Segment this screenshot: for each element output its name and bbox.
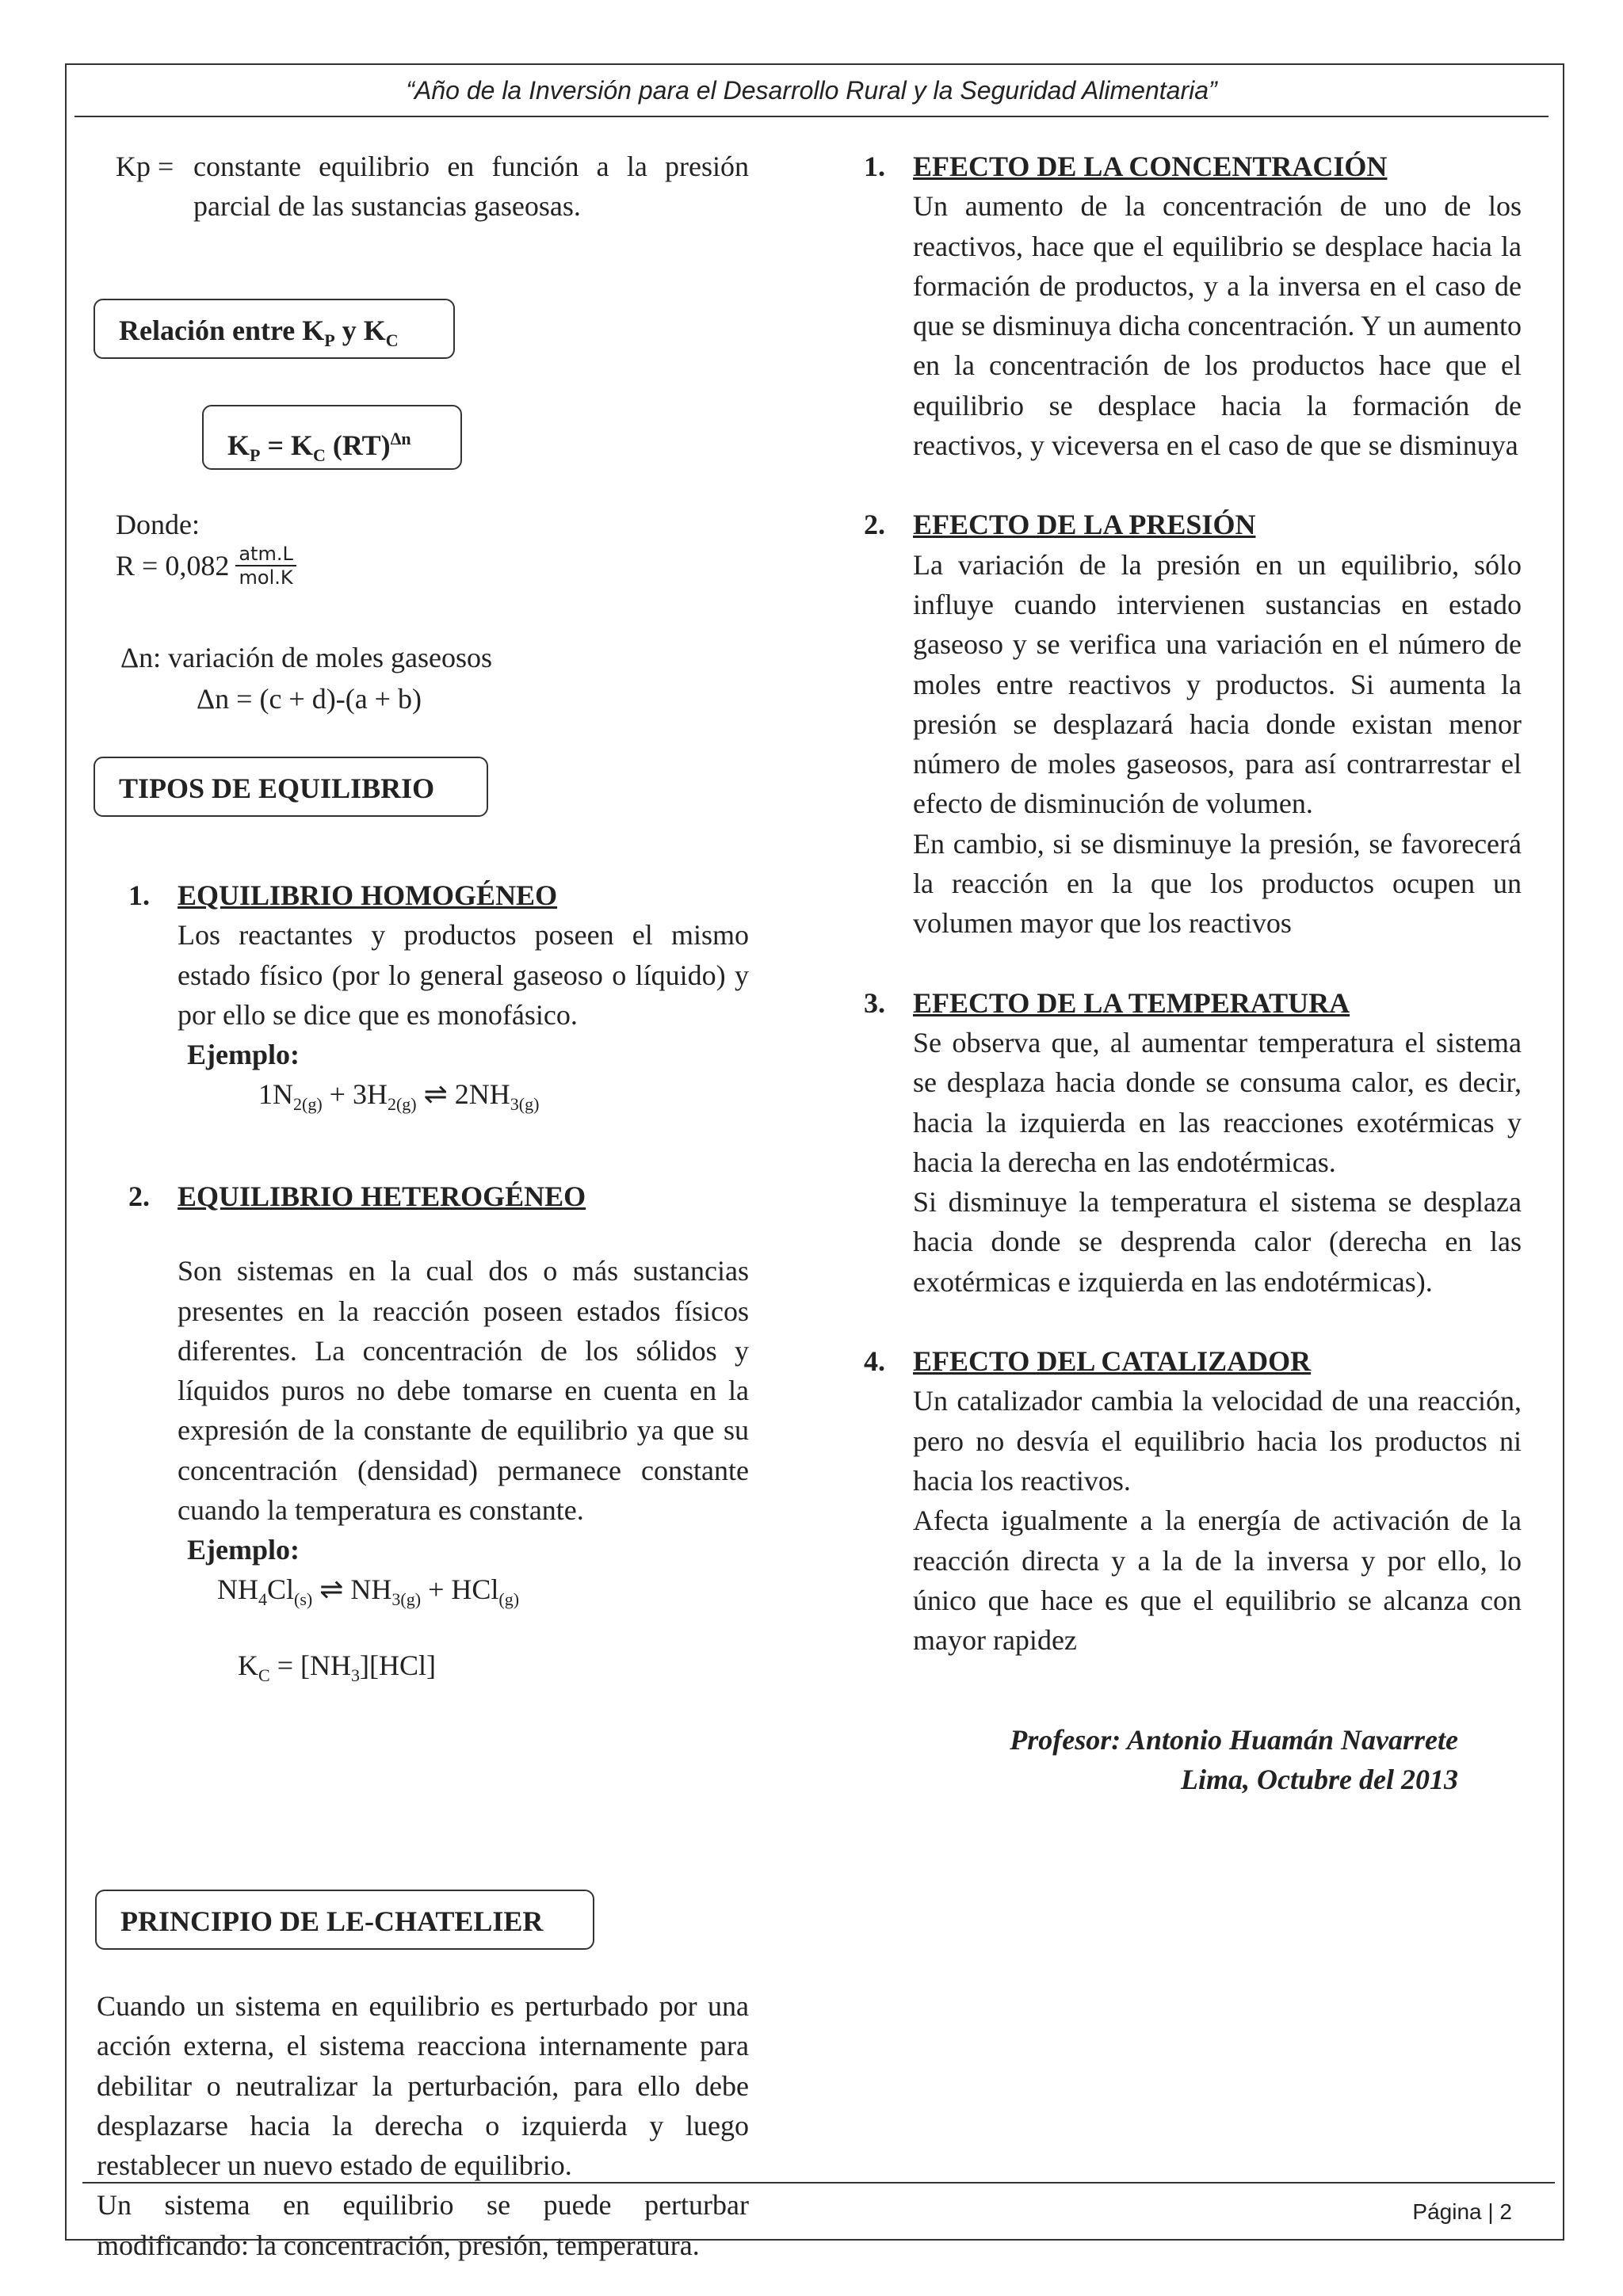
kp-def-line1: constante equilibrio en función a la presión [193, 151, 749, 182]
homogeneo-ejemplo: Ejemplo: [187, 1039, 300, 1071]
tipos-box: TIPOS DE EQUILIBRIO [94, 757, 488, 817]
donde-label: Donde: [116, 509, 200, 540]
effect-2-text-2: En cambio, si se disminuye la presión, se favorecerá la reacción en la que los productos ocupen un volumen mayor que los reactivos [913, 827, 1522, 940]
relation-box: Relación entre $K_P$ y $K_C$ [94, 299, 455, 359]
kp-definition [95, 147, 749, 227]
kp-label: Kp = [116, 151, 174, 182]
header-title: “Año de la Inversión para el Desarrollo Rural y la Seguridad Alimentaria” [406, 76, 1217, 105]
effect-4: 4. EFECTO DEL CATALIZADOR Un catalizador cambia la velocidad de una reacción, pero no desvía el equilibrio hacia los productos ni hacia los reactivos. Afecta igualmente a la energía de activación de la reacción directa y a la de la inversa y por ello, lo único que hace es que el equilibrio se alcanza con mayor rapidez [864, 1341, 1522, 1660]
effect-3-text-2: Si disminuye la temperatura el sistema se desplaza hacia donde se desprenda calor (derecha en las exotérmicas e izquierda en las endotérmicas). [913, 1186, 1522, 1298]
heterogeneo-equation: $NH_4Cl_{(s)}$ ⇌ $NH_{3(g)} + HCl_{(g)}$ [217, 1573, 520, 1610]
effect-4-text-2: Afecta igualmente a la energía de activación de la reacción directa y a la de la inversa y por ello, lo único que hace es que el equilibrio se alcanza con mayor rapidez [913, 1505, 1522, 1657]
header-rule [74, 116, 1549, 117]
effect-2: 2. EFECTO DE LA PRESIÓN La variación de la presión en un equilibrio, sólo influye cuando intervienen sustancias en estado gaseoso y se verifica una variación en el número de moles entre reactivos y productos. Si aumenta la presión se desplazará hacia donde existan menor número de moles gaseosos, para así contrarrestar el efecto de disminución de volumen. En cambio, si se disminuye la presión, se favorecerá la reacción en la que los productos ocupen un volumen mayor que los reactivos [864, 505, 1522, 943]
signature-date: Lima, Octubre del 2013 [1181, 1764, 1458, 1796]
homogeneo-section: 1. EQUILIBRIO HOMOGÉNEO Los reactantes y productos poseen el mismo estado físico (por lo general gaseoso o líquido) y por ello se dice que es monofásico. Ejemplo: $1N_{2(g)} + 3H_{2(g)}$ ⇌ $2NH_{3(g)}$ [128, 875, 749, 1124]
homogeneo-title: EQUILIBRIO HOMOGÉNEO [178, 879, 558, 911]
effect-3: 3. EFECTO DE LA TEMPERATURA Se observa que, al aumentar temperatura el sistema se desplaza hacia donde se consuma calor, es decir, hacia la izquierda en las reacciones exotérmicas y hacia la derecha en las endotérmicas. Si disminuye la temperatura el sistema se desplaza hacia donde se desprenda calor (derecha en las exotérmicas e izquierda en las endotérmicas). [864, 983, 1522, 1302]
lechatelier-p1: Cuando un sistema en equilibrio es perturbado por una acción externa, el sistema reacciona internamente para debilitar o neutralizar la perturbación, para ello debe desplazarse hacia la derecha o izquierda y luego restablecer un nuevo estado de equilibrio. [97, 1990, 749, 2182]
page-number: Página | 2 [1412, 2199, 1512, 2224]
signature-professor: Profesor: Antonio Huamán Navarrete [1010, 1724, 1458, 1756]
effect-1-text: Un aumento de la concentración de uno de los reactivos, hace que el equilibrio se desplace hacia la formación de productos, y a la inversa en el caso de que se disminuya dicha concentración. Y un aumento en la concentración de los productos hace que el equilibrio se desplace hacia la formación de reactivos, y viceversa en el caso de que se disminuya [913, 190, 1522, 462]
r-constant: R = 0,082 $\frac{\text{atm.L}}{\text{mol.K}}$ [116, 543, 296, 589]
effect-3-title: EFECTO DE LA TEMPERATURA [913, 986, 1350, 1019]
heterogeneo-text: Son sistemas en la cual dos o más sustancias presentes en la reacción poseen estados físicos diferentes. La concentración de los sólidos y líquidos puros no debe tomarse en cuenta en la expresión de la constante de equilibrio ya que su concentración (densidad) permanece constante cuando la temperatura es constante. [178, 1255, 749, 1527]
dn-definition: Δn: variación de moles gaseosos [120, 642, 493, 673]
signature [864, 1720, 1522, 1799]
effect-2-text-1: La variación de la presión en un equilibrio, sólo influye cuando intervienen sustancias en estado gaseoso y se verifica una variación en el número de moles entre reactivos y productos. Si aumenta la presión se desplazará hacia donde existan menor número de moles gaseosos, para así contrarrestar el efecto de disminución de volumen. [913, 548, 1522, 820]
lechatelier-p2: Un sistema en equilibrio se puede perturbar modificando: la concentración, presión, temperatura. [97, 2189, 749, 2261]
heterogeneo-section: 2. EQUILIBRIO HETEROGÉNEO Son sistemas en la cual dos o más sustancias presentes en la reacción poseen estados físicos diferentes. La concentración de los sólidos y líquidos puros no debe tomarse en cuenta en la expresión de la constante de equilibrio ya que su concentración (densidad) permanece constante cuando la temperatura es constante. Ejemplo: $NH_4Cl_{(s)}$ ⇌ $NH_{3(g)} + HCl_{(g)}$ $K_C = [NH_3][HCl]$ [128, 1177, 749, 1695]
kp-def-line2: parcial de las sustancias gaseosas. [193, 190, 581, 223]
lechatelier-box: PRINCIPIO DE LE-CHATELIER [95, 1890, 594, 1950]
right-column [864, 147, 1522, 1799]
kc-expression: $K_C = [NH_3][HCl]$ [238, 1649, 436, 1685]
effect-3-text-1: Se observa que, al aumentar temperatura el sistema se desplaza hacia donde se consuma calor, es decir, hacia la izquierda en las reacciones exotérmicas y hacia la derecha en las endotérmicas. [913, 1026, 1522, 1178]
homogeneo-text: Los reactantes y productos poseen el mismo estado físico (por lo general gaseoso o líquido) y por ello se dice que es monofásico. [178, 919, 749, 1031]
homogeneo-equation: $1N_{2(g)} + 3H_{2(g)}$ ⇌ $2NH_{3(g)}$ [258, 1078, 540, 1115]
effect-1-title: EFECTO DE LA CONCENTRACIÓN [913, 151, 1388, 182]
dn-formula: Δn = (c + d)-(a + b) [197, 683, 422, 715]
left-column [95, 147, 749, 2261]
effect-2-title: EFECTO DE LA PRESIÓN [913, 509, 1256, 541]
effect-1: 1. EFECTO DE LA CONCENTRACIÓN Un aumento de la concentración de uno de los reactivos, hace que el equilibrio se desplace hacia la formación de productos, y a la inversa en el caso de que se disminuya dicha concentración. Y un aumento en la concentración de los productos hace que el equilibrio se desplace hacia la formación de reactivos, y viceversa en el caso de que se disminuya [864, 147, 1522, 465]
heterogeneo-title: EQUILIBRIO HETEROGÉNEO [178, 1180, 586, 1212]
heterogeneo-ejemplo: Ejemplo: [187, 1534, 300, 1566]
formula-box: $K_P = K_C$ (RT)$^{\Delta n}$ [202, 405, 462, 470]
lechatelier-section [97, 1986, 749, 2265]
effect-4-text-1: Un catalizador cambia la velocidad de una reacción, pero no desvía el equilibrio hacia los productos ni hacia los reactivos. [913, 1385, 1522, 1497]
effect-4-title: EFECTO DEL CATALIZADOR [913, 1345, 1312, 1378]
